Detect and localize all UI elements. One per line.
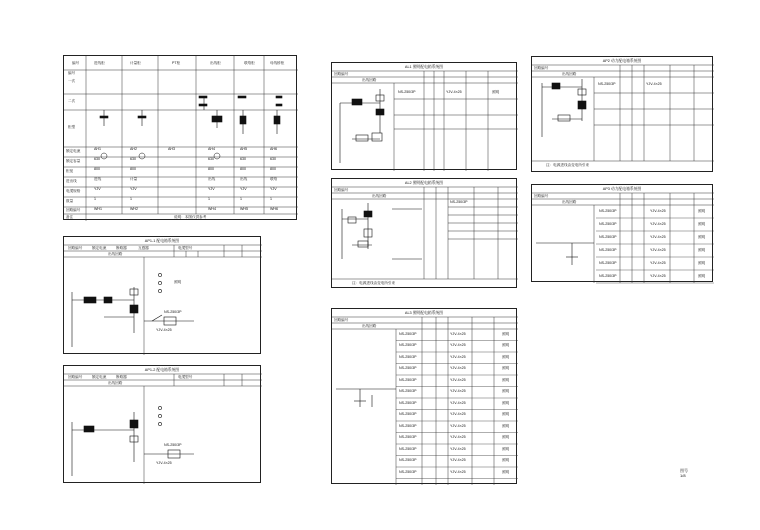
panel-mc1-rowlabel: 出线回路 (362, 78, 377, 82)
panel-mc3-rowlabel: 出线回路 (362, 324, 377, 328)
panel-bl2-title: AP1-2 配电箱系统图 (144, 368, 180, 372)
main-table-cell: WH5 (240, 207, 248, 211)
panel-tr1-cable: YJV-4×25 (646, 82, 662, 86)
main-table-cell: 800 (270, 167, 276, 171)
main-table-cell: WH1 (94, 207, 102, 211)
main-table-cell: AH4 (208, 147, 215, 151)
main-table-cell: 1 (94, 197, 96, 201)
schedule-row-breaker: NS-250/3P (599, 273, 617, 278)
col-header-4: 出线柜 (210, 61, 221, 65)
schedule-row-load: 照明 (698, 273, 706, 278)
panel-mc3-h0: 回路编号 (334, 318, 349, 322)
schedule-row-breaker: NS-250/3P (399, 331, 417, 336)
main-table-grid (64, 56, 298, 221)
panel-mc3-title: AL3 照明配电箱系统图 (404, 311, 444, 315)
panel-bl-h4: 电缆型号 (178, 246, 193, 250)
schedule-row-breaker: NS-250/3P (599, 260, 617, 265)
main-table-cell: 630 (208, 157, 214, 161)
panel-sheet-tr2 (531, 184, 713, 282)
schedule-row-load: 照明 (502, 446, 510, 451)
row-label-6: 柜宽 (66, 169, 74, 173)
schedule-row-load: 照明 (698, 221, 706, 226)
main-table-cell: AH1 (94, 147, 101, 151)
panel-tr2-grid (532, 185, 714, 283)
main-table-cell: YJV (94, 187, 101, 191)
main-table-cell: 联络 (270, 177, 278, 181)
main-table-cell: 1 (240, 197, 242, 201)
panel-tr1-title: AP2 动力配电箱系统图 (602, 59, 642, 63)
schedule-row-cable: YJV-4×25 (450, 412, 466, 417)
row-label-3: 柜型 (68, 125, 76, 129)
schedule-row-cable: YJV-4×25 (650, 234, 666, 239)
main-table-cell: AH2 (130, 147, 137, 151)
panel-bl2-breaker: NS-250/3P (164, 443, 182, 447)
schedule-row-breaker: NS-250/3P (399, 377, 417, 382)
col-header-1: 进线柜 (94, 61, 105, 65)
panel-bl2-grid (64, 366, 262, 484)
main-table-cell: 800 (240, 167, 246, 171)
main-table-cell: 630 (270, 157, 276, 161)
main-table-cell: 出线 (208, 177, 216, 181)
schedule-row-cable: YJV-4×25 (450, 354, 466, 359)
schedule-row-load: 照明 (502, 354, 510, 359)
main-switchgear-sheet (63, 55, 297, 220)
panel-mc2-title: AL2 照明配电箱系统图 (404, 181, 444, 185)
main-table-footer: 说明：本图仅供参考 (174, 215, 207, 219)
schedule-row-breaker: NS-250/3P (399, 400, 417, 405)
panel-mc1-load: 照明 (492, 90, 500, 94)
main-table-cell: 630 (130, 157, 136, 161)
row-label-8: 电缆规格 (66, 189, 81, 193)
panel-bl-h2: 断路器 (116, 246, 127, 250)
schedule-row-cable: YJV-4×25 (450, 377, 466, 382)
panel-bl2-cable: YJV-4×25 (156, 461, 172, 465)
col-header-6: 母线桥柜 (270, 61, 285, 65)
panel-mc1-grid (332, 63, 518, 171)
panel-bl-load: 照明 (174, 280, 182, 284)
main-table-cell: 1 (270, 197, 272, 201)
panel-bl-rowlabel: 出线回路 (108, 252, 123, 256)
panel-tr2-title: AP3 动力配电箱系统图 (602, 187, 642, 191)
schedule-row-load: 照明 (698, 260, 706, 265)
schedule-row-cable: YJV-4×25 (450, 366, 466, 371)
col-header-5: 联络柜 (244, 61, 255, 65)
schedule-row-load: 照明 (502, 435, 510, 440)
main-table-cell: WH4 (208, 207, 216, 211)
panel-bl-breaker: NS-250/3P (164, 310, 182, 314)
panel-bl-h1: 额定电流 (92, 246, 107, 250)
panel-tr1-note: 注：电源进线由变电所引来 (546, 163, 590, 167)
stamp-label: 图号 (680, 468, 688, 473)
schedule-row-cable: YJV-4×25 (450, 423, 466, 428)
main-table-cell: WH2 (130, 207, 138, 211)
schedule-row-cable: YJV-4×25 (450, 343, 466, 348)
schedule-row-cable: YJV-4×25 (650, 260, 666, 265)
row-label-4: 额定电流 (66, 149, 81, 153)
panel-tr2-rowlabel: 出线回路 (562, 200, 577, 204)
row-label-11: 备注 (66, 215, 74, 219)
panel-bl-title: AP1-1 配电箱系统图 (144, 239, 180, 243)
panel-tr1-grid (532, 57, 714, 173)
schedule-row-breaker: NS-250/3P (399, 366, 417, 371)
main-table-cell: AH3 (168, 147, 175, 151)
stamp-page: 1/8 (680, 473, 686, 478)
main-table-cell: 1 (208, 197, 210, 201)
panel-tr2-h0: 回路编号 (534, 194, 549, 198)
schedule-row-breaker: NS-250/3P (599, 221, 617, 226)
schedule-row-breaker: NS-250/3P (399, 354, 417, 359)
row-label-0: 编号 (68, 71, 76, 75)
main-table-cell: 630 (240, 157, 246, 161)
panel-mc3-grid (332, 309, 518, 485)
col-header-3: PT柜 (172, 61, 181, 65)
schedule-row-cable: YJV-4×25 (450, 458, 466, 463)
panel-mc2-rowlabel: 出线回路 (372, 194, 387, 198)
schedule-row-cable: YJV-4×25 (650, 208, 666, 213)
schedule-row-breaker: NS-250/3P (399, 446, 417, 451)
schedule-row-load: 照明 (502, 400, 510, 405)
panel-bl2-h0: 回路编号 (68, 375, 83, 379)
schedule-row-breaker: NS-250/3P (599, 208, 617, 213)
main-table-cell: 1 (130, 197, 132, 201)
col-header-0: 编号 (72, 61, 80, 65)
panel-sheet-bl (63, 236, 261, 354)
schedule-row-cable: YJV-4×25 (450, 389, 466, 394)
row-label-10: 回路编号 (66, 208, 81, 212)
schedule-row-breaker: NS-250/3P (599, 247, 617, 252)
row-label-2: 二次 (68, 99, 76, 103)
main-table-cell: WH6 (270, 207, 278, 211)
main-table-cell: 进线 (94, 177, 102, 181)
schedule-row-load: 照明 (502, 331, 510, 336)
panel-mc1-title: AL1 照明配电箱系统图 (404, 65, 444, 69)
schedule-row-breaker: NS-250/3P (399, 458, 417, 463)
schedule-row-breaker: NS-250/3P (399, 389, 417, 394)
main-table-cell: 出线 (240, 177, 248, 181)
schedule-row-breaker: NS-250/3P (399, 343, 417, 348)
main-table-cell: YJV (270, 187, 277, 191)
schedule-row-load: 照明 (698, 234, 706, 239)
schedule-row-breaker: NS-250/3P (399, 423, 417, 428)
panel-sheet-bl2 (63, 365, 261, 483)
panel-bl-cable: YJV-4×25 (156, 328, 172, 332)
panel-sheet-tr1 (531, 56, 713, 172)
panel-mc2-grid (332, 179, 518, 289)
schedule-row-load: 照明 (502, 377, 510, 382)
schedule-row-cable: YJV-4×25 (450, 469, 466, 474)
panel-bl-h3: 互感器 (138, 246, 149, 250)
schedule-row-breaker: NS-250/3P (599, 234, 617, 239)
schedule-row-load: 照明 (502, 389, 510, 394)
schedule-row-load: 照明 (502, 423, 510, 428)
row-label-9: 数量 (66, 199, 74, 203)
panel-bl2-h1: 额定电流 (92, 375, 107, 379)
row-label-7: 进出线 (66, 179, 77, 183)
schedule-row-load: 照明 (502, 458, 510, 463)
schedule-row-cable: YJV-4×25 (450, 331, 466, 336)
schedule-row-load: 照明 (502, 366, 510, 371)
main-table-cell: 800 (208, 167, 214, 171)
main-table-cell: YJV (208, 187, 215, 191)
panel-bl2-h2: 断路器 (116, 375, 127, 379)
panel-mc2-h0: 回路编号 (334, 188, 349, 192)
schedule-row-breaker: NS-250/3P (399, 435, 417, 440)
main-table-cell: 计量 (130, 177, 138, 181)
schedule-row-cable: YJV-4×25 (450, 446, 466, 451)
panel-mc2-breaker: NS-250/3P (450, 200, 468, 204)
main-table-cell: YJV (240, 187, 247, 191)
panel-sheet-mc2 (331, 178, 517, 288)
panel-bl2-h4: 电缆型号 (178, 375, 193, 379)
main-table-cell: AH6 (270, 147, 277, 151)
schedule-row-breaker: NS-250/3P (399, 412, 417, 417)
panel-bl-grid (64, 237, 262, 355)
panel-tr1-rowlabel: 出线回路 (562, 72, 577, 76)
schedule-row-breaker: NS-250/3P (399, 469, 417, 474)
schedule-row-load: 照明 (698, 247, 706, 252)
panel-tr1-breaker: NS-250/3P (598, 82, 616, 86)
schedule-row-cable: YJV-4×25 (650, 247, 666, 252)
main-table-cell: 800 (130, 167, 136, 171)
panel-sheet-mc1 (331, 62, 517, 170)
panel-mc1-cable: YJV-4×25 (446, 90, 462, 94)
schedule-row-load: 照明 (698, 208, 706, 213)
main-table-cell: YJV (130, 187, 137, 191)
main-table-cell: 630 (94, 157, 100, 161)
row-label-5: 额定容量 (66, 159, 81, 163)
main-table-cell: 800 (94, 167, 100, 171)
panel-mc2-note: 注：电源进线由变电所引来 (352, 281, 396, 285)
schedule-row-cable: YJV-4×25 (650, 273, 666, 278)
panel-bl-h0: 回路编号 (68, 246, 83, 250)
schedule-row-cable: YJV-4×25 (450, 400, 466, 405)
main-table-cell: AH5 (240, 147, 247, 151)
schedule-row-load: 照明 (502, 412, 510, 417)
schedule-row-load: 照明 (502, 469, 510, 474)
panel-mc1-h0: 回路编号 (334, 72, 349, 76)
schedule-row-cable: YJV-4×25 (450, 435, 466, 440)
col-header-2: 计量柜 (130, 61, 141, 65)
panel-bl2-rowlabel: 出线回路 (108, 381, 123, 385)
schedule-row-load: 照明 (502, 343, 510, 348)
row-label-1: 一次 (68, 79, 76, 83)
panel-tr1-h0: 回路编号 (534, 66, 549, 70)
panel-sheet-mc3 (331, 308, 517, 484)
schedule-row-cable: YJV-4×25 (650, 221, 666, 226)
panel-mc1-breaker: NS-250/3P (398, 90, 416, 94)
drawing-stamp (680, 468, 688, 478)
